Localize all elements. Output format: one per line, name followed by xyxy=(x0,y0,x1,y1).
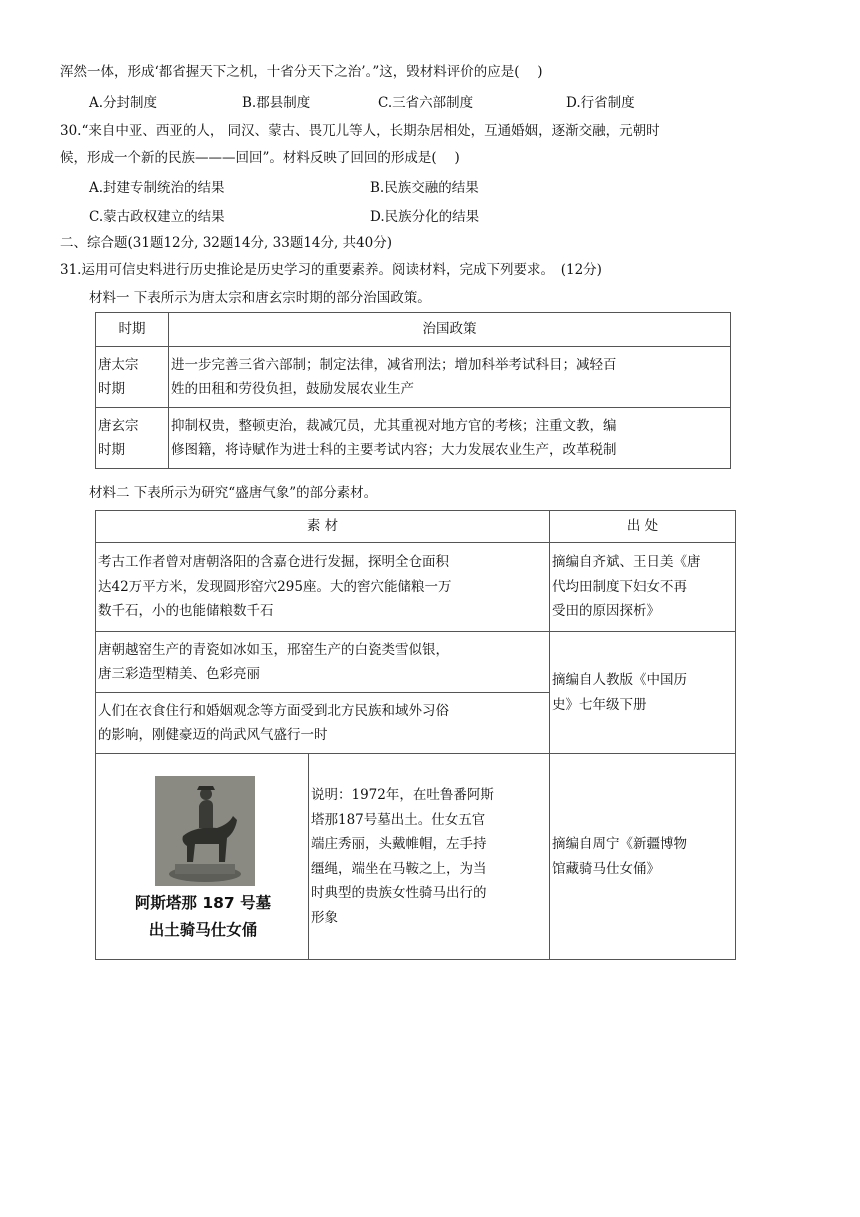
table-row xyxy=(96,408,731,469)
figurine-caption: 阿斯塔那 187 号墓 出土骑马仕女俑 xyxy=(134,894,272,939)
table-header-material: 素 材 xyxy=(96,511,550,543)
q30-option-d: D.民族分化的结果 xyxy=(370,209,480,225)
q31-stem: 31.运用可信史料进行历史推论是历史学习的重要素养。阅读材料，完成下列要求。 (12分) xyxy=(60,262,602,278)
policy-cell: 进一步完善三省六部制；制定法律，减省刑法；增加科举考试科目；减轻百 姓的田租和劳役负担，鼓励发展农业生产 xyxy=(171,356,617,397)
q30-option-c: C.蒙古政权建立的结果 xyxy=(89,209,225,225)
table-row xyxy=(96,754,736,960)
q30-option-b: B.民族交融的结果 xyxy=(370,180,479,196)
material1-intro: 材料一 下表所示为唐太宗和唐玄宗时期的部分治国政策。 xyxy=(89,290,431,306)
material-cell: 唐朝越窑生产的青瓷如冰如玉，邢窑生产的白瓷类雪似银， 唐三彩造型精美、色彩亮丽 xyxy=(98,641,449,682)
policy-cell: 抑制权贵，整顿吏治，裁减冗员，尤其重视对地方官的考核；注重文教，编 修图籍，将诗赋作为进士科的主要考试内容；大力发展农业生产，改革税制 xyxy=(171,417,617,458)
table-row xyxy=(96,632,736,693)
q29-option-d: D.行省制度 xyxy=(566,95,635,111)
period-cell: 唐玄宗 时期 xyxy=(98,417,139,458)
q29-stem-tail: 浑然一体，形成‘都省握天下之机，十省分天下之治’。”这，毁材料评价的应是( ) xyxy=(60,64,543,80)
figurine-description: 说明：1972年，在吐鲁番阿斯 塔那187号墓出土。仕女五官 端庄秀丽，头戴帷帽，左手持 缰绳，端坐在马鞍之上，为当 时典型的贵族女性骑马出行的 形象 xyxy=(311,787,494,926)
table-header-policy: 治国政策 xyxy=(169,313,731,347)
figurine-figure xyxy=(134,774,272,939)
q30-stem-line1: 30.“来自中亚、西亚的人， 同汉、蒙古、畏兀儿等人，长期杂居相处，互通婚姻，逐渐交融，元朝时 xyxy=(60,123,660,139)
source-cell: 摘编自齐斌、王日美《唐 代均田制度下妇女不再 受田的原因探析》 xyxy=(552,554,701,620)
material2-intro: 材料二 下表所示为研究“盛唐气象”的部分素材。 xyxy=(89,485,378,501)
q29-option-a: A.分封制度 xyxy=(89,95,158,111)
materials-table xyxy=(95,510,736,960)
q30-stem-line2: 候，形成一个新的民族———回回”。材料反映了回回的形成是( ) xyxy=(60,150,460,166)
table-row xyxy=(96,347,731,408)
q29-option-c: C.三省六部制度 xyxy=(378,95,474,111)
source-cell: 摘编自人教版《中国历 史》七年级下册 xyxy=(552,672,687,713)
table-row xyxy=(96,543,736,632)
material-cell: 人们在衣食住行和婚姻观念等方面受到北方民族和域外习俗 的影响，刚健豪迈的尚武风气盛行一时 xyxy=(98,702,449,743)
period-cell: 唐太宗 时期 xyxy=(98,356,139,397)
policy-table xyxy=(95,312,731,469)
q30-option-a: A.封建专制统治的结果 xyxy=(89,180,225,196)
section-heading: 二、综合题(31题12分, 32题14分, 33题14分, 共40分) xyxy=(60,235,393,251)
table-header-period: 时期 xyxy=(96,313,169,347)
table-header-source: 出 处 xyxy=(550,511,736,543)
q29-option-b: B.郡县制度 xyxy=(242,95,311,111)
horse-rider-figurine-image xyxy=(155,776,255,886)
source-cell: 摘编自周宁《新疆博物 馆藏骑马仕女俑》 xyxy=(552,836,687,877)
material-cell: 考古工作者曾对唐朝洛阳的含嘉仓进行发掘，探明全仓面积 达42万平方米，发现圆形窑穴295座。大的窖穴能储粮一万 数千石，小的也能储粮数千石 xyxy=(98,554,452,620)
